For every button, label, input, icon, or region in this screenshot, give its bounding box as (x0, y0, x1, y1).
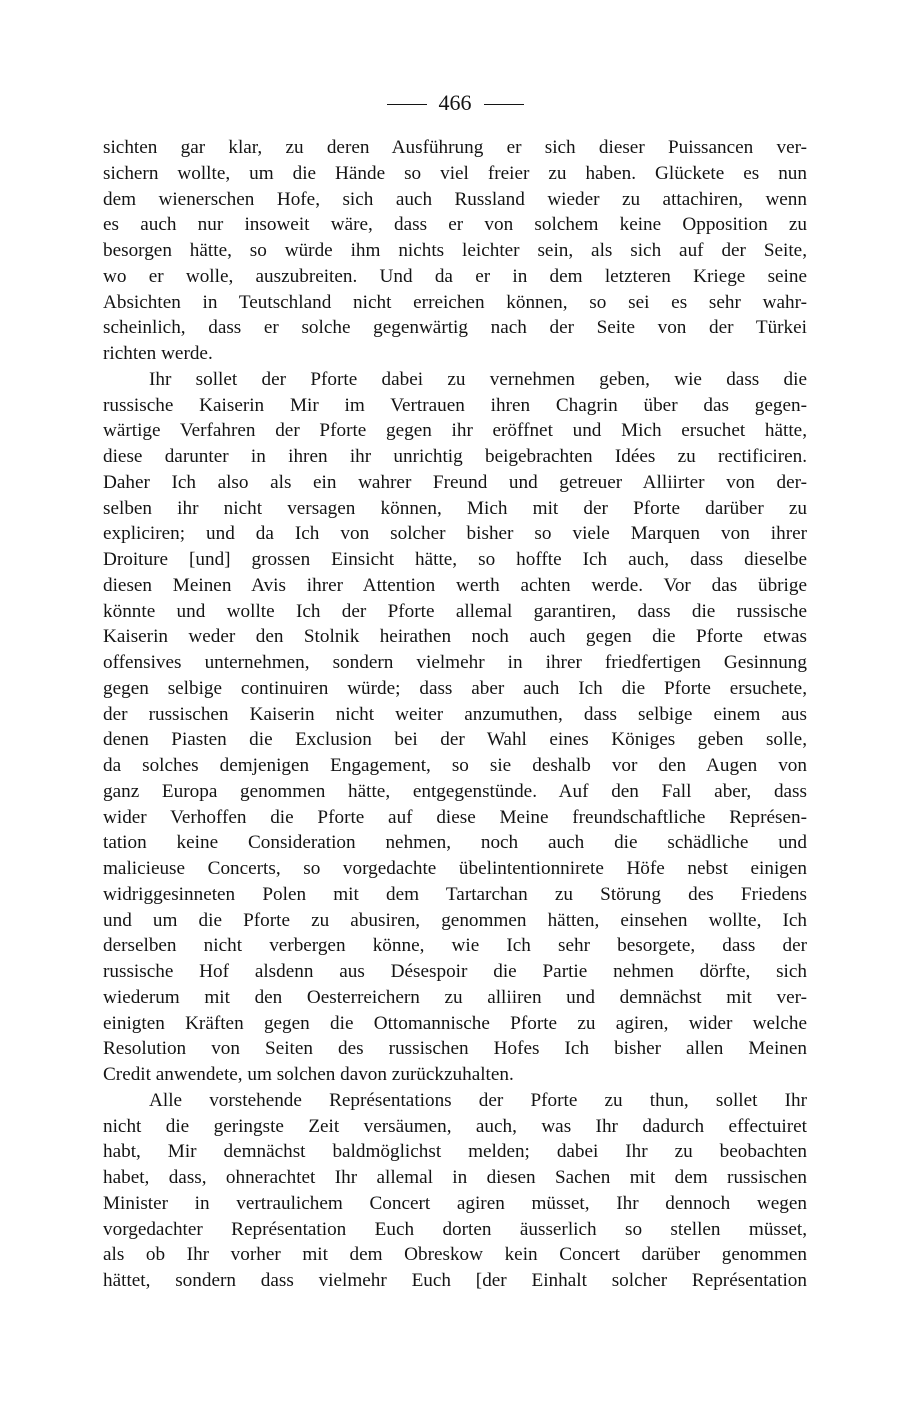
text-line: offensives unternehmen, sondern vielmehr in ihrer friedfertigen Gesinnung (103, 652, 807, 673)
text-line: richten werde. (103, 343, 213, 364)
text-line: scheinlich, dass er solche gegenwärtig nach der Seite von der Türkei (103, 317, 807, 339)
text-line: Daher Ich also als ein wahrer Freund und getreuer Alliirter von der- (103, 471, 807, 493)
text-line: derselben nicht verbergen könne, wie Ich sehr besorgete, dass der (103, 935, 807, 957)
text-line: Droiture [und] grossen Einsicht hätte, so hoffte Ich auch, dass dieselbe (103, 549, 807, 570)
header-rule-right (484, 104, 524, 105)
text-line: Ihr sollet der Pforte dabei zu vernehmen geben, wie dass die (149, 368, 807, 390)
text-line: Alle vorstehende Représentations der Pforte zu thun, sollet Ihr (149, 1089, 807, 1111)
text-line: gegen selbige continuiren würde; dass aber auch Ich die Pforte ersuchete, (103, 677, 807, 699)
text-line: sichten gar klar, zu deren Ausführung er sich dieser Puissancen ver- (103, 137, 807, 158)
text-line: als ob Ihr vorher mit dem Obreskow kein Concert darüber genommen (103, 1244, 807, 1266)
text-line: hättet, sondern dass vielmehr Euch [der Einhalt solcher Représentation (103, 1270, 807, 1291)
text-line: habet, dass, ohnerachtet Ihr allemal in diesen Sachen mit dem russischen (103, 1167, 807, 1188)
text-line: vorgedachter Représentation Euch dorten äusserlich so stellen müsset, (103, 1218, 807, 1240)
text-line: und um die Pforte zu abusiren, genommen hätten, einsehen wollte, Ich (103, 909, 807, 931)
text-line: nicht die geringste Zeit versäumen, auch, was Ihr dadurch effectuiret (103, 1115, 807, 1137)
text-line: Minister in vertraulichem Concert agiren müsset, Ihr dennoch wegen (103, 1192, 807, 1214)
page-number: 466 (438, 90, 472, 115)
text-line: besorgen hätte, so würde ihm nichts leichter sein, als sich auf der Seite, (103, 240, 807, 261)
text-line: habt, Mir demnächst baldmöglichst melden; dabei Ihr zu beobachten (103, 1141, 807, 1163)
text-line: könnte und wollte Ich der Pforte allemal garantiren, dass die russische (103, 600, 807, 622)
text-line: da solches demjenigen Engagement, so sie deshalb vor den Augen von (103, 755, 807, 776)
text-line: diesen Meinen Avis ihrer Attention werth achten werde. Vor das übrige (103, 574, 807, 596)
text-line: wärtige Verfahren der Pforte gegen ihr eröffnet und Mich ersuchet hätte, (103, 420, 807, 442)
text-line: Resolution von Seiten des russischen Hofes Ich bisher allen Meinen (103, 1038, 807, 1060)
text-line: denen Piasten die Exclusion bei der Wahl eines Königes geben solle, (103, 729, 807, 751)
text-line: tation keine Consideration nehmen, noch auch die schädliche und (103, 832, 807, 854)
text-line: sichern wollte, um die Hände so viel freier zu haben. Glückete es nun (103, 162, 807, 184)
text-line: der russischen Kaiserin nicht weiter anzumuthen, dass selbige einem aus (103, 703, 807, 725)
text-line: einigten Kräften gegen die Ottomannische Pforte zu agiren, wider welche (103, 1012, 807, 1034)
text-line: diese darunter in ihren ihr unrichtig beigebrachten Idées zu rectificiren. (103, 446, 807, 467)
page-header (103, 88, 807, 118)
text-line: dem wienerschen Hofe, sich auch Russland wieder zu attachiren, wenn (103, 188, 807, 210)
page-body-text (103, 135, 807, 1294)
book-page (103, 88, 807, 1294)
paragraph (103, 1088, 807, 1294)
text-line: russische Hof alsdenn aus Désespoir die Partie nehmen dörfte, sich (103, 961, 807, 982)
text-line: Kaiserin weder den Stolnik heirathen noch auch gegen die Pforte etwas (103, 626, 807, 648)
text-line: expliciren; und da Ich von solcher bisher so viele Marquen von ihrer (103, 523, 807, 545)
text-line: wiederum mit den Oesterreichern zu alliiren und demnächst mit ver- (103, 986, 807, 1008)
paragraph (103, 367, 807, 1088)
paragraph (103, 135, 807, 367)
text-line: Absichten in Teutschland nicht erreichen können, so sei es sehr wahr- (103, 291, 807, 313)
text-line: russische Kaiserin Mir im Vertrauen ihren Chagrin über das gegen- (103, 394, 807, 416)
text-line: wider Verhoffen die Pforte auf diese Meine freundschaftliche Représen- (103, 806, 807, 828)
text-line: malicieuse Concerts, so vorgedachte übelintentionnirete Höfe nebst einigen (103, 858, 807, 879)
text-line: widriggesinneten Polen mit dem Tartarchan zu Störung des Friedens (103, 883, 807, 905)
header-rule-left (387, 104, 427, 105)
text-line: es auch nur insoweit wäre, dass er von solchem keine Opposition zu (103, 214, 807, 236)
text-line: ganz Europa genommen hätte, entgegenstünde. Auf den Fall aber, dass (103, 780, 807, 802)
text-line: Credit anwendete, um solchen davon zurückzuhalten. (103, 1064, 514, 1085)
text-line: selben ihr nicht versagen können, Mich mit der Pforte darüber zu (103, 497, 807, 519)
text-line: wo er wolle, auszubreiten. Und da er in dem letzteren Kriege seine (103, 265, 807, 287)
